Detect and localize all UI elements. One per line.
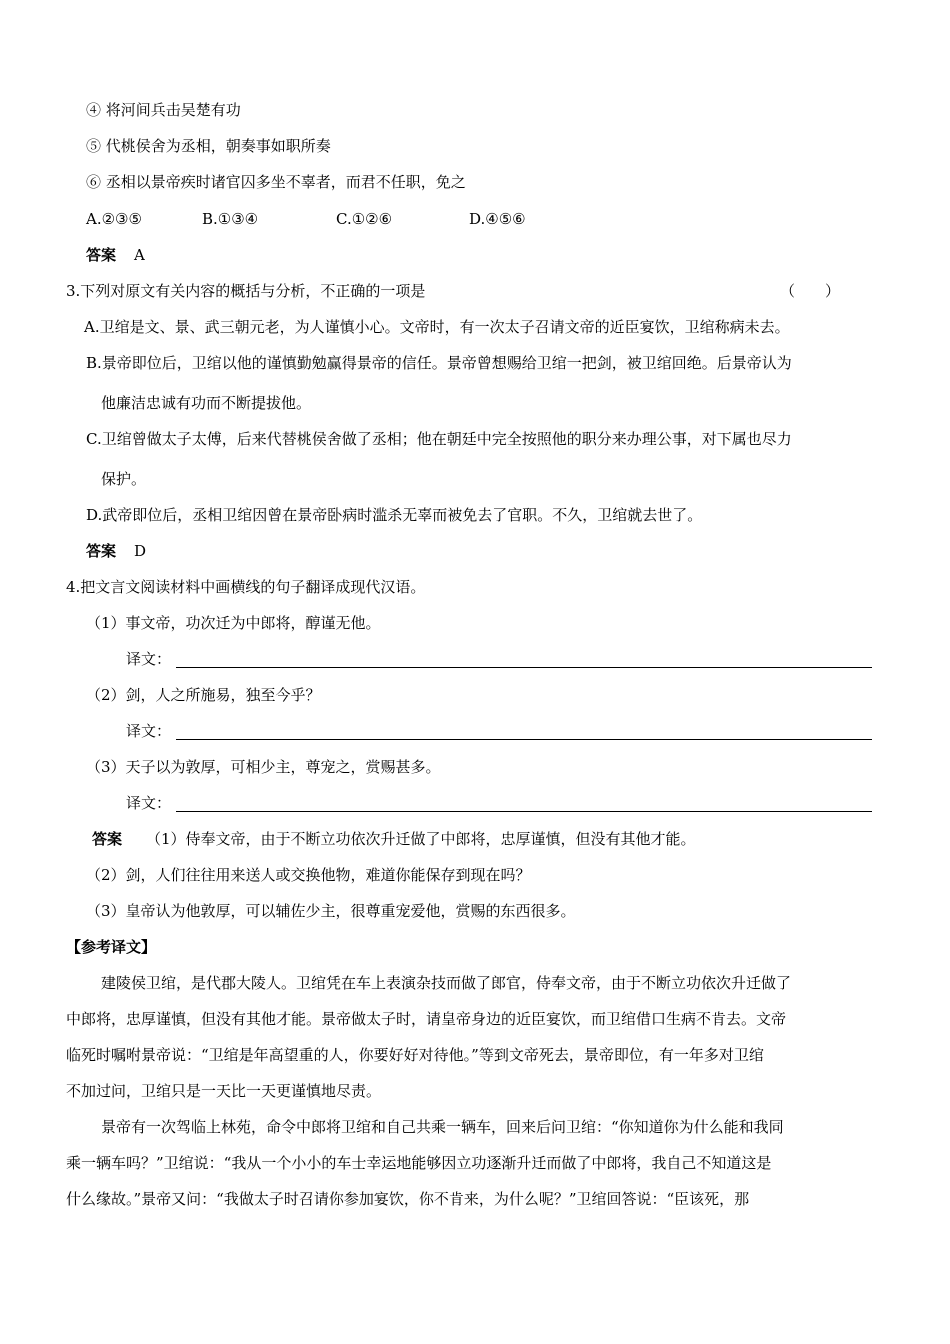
q4-sentence-3: （3）天子以为敦厚，可相少主，尊宠之，赏赐甚多。 (86, 758, 441, 776)
question-4-stem: 4.把文言文阅读材料中画横线的句子翻译成现代汉语。 (66, 578, 426, 596)
choice-d: D.④⑤⑥ (469, 210, 526, 228)
question-3-bracket: （ ） (780, 282, 841, 300)
q4-sentence-1: （1）事文帝，功次迁为中郎将，醇谨无他。 (86, 614, 381, 632)
choice-a: A.②③⑤ (86, 210, 142, 228)
q3-option-b-line1: B.景帝即位后，卫绾以他的谨慎勤勉赢得景帝的信任。景帝曾想赐给卫绾一把剑，被卫绾回绝。后景帝认为 (86, 354, 792, 372)
reference-heading: 【参考译文】 (66, 938, 157, 956)
answer-label-q4: 答案 (92, 830, 123, 848)
translation-blank-3[interactable] (176, 811, 872, 812)
answer-q4-3: （3）皇帝认为他敦厚，可以辅佐少主，很尊重宠爱他，赏赐的东西很多。 (86, 902, 576, 920)
reference-p1-line2: 中郎将，忠厚谨慎，但没有其他才能。景帝做太子时，请皇帝身边的近臣宴饮，而卫绾借口生病不肯去。文帝 (66, 1010, 787, 1028)
answer-q4-1: （1）侍奉文帝，由于不断立功依次升迁做了中郎将，忠厚谨慎，但没有其他才能。 (146, 830, 696, 848)
option-item-5: ⑤ 代桃侯舍为丞相，朝奏事如职所奏 (86, 137, 331, 155)
translation-label-3: 译文： (126, 794, 172, 812)
answer-label-q3: 答案 (86, 542, 117, 560)
translation-label-2: 译文： (126, 722, 172, 740)
reference-p1-line4: 不加过问，卫绾只是一天比一天更谨慎地尽责。 (66, 1082, 382, 1100)
translation-blank-1[interactable] (176, 667, 872, 668)
reference-p1-line3: 临死时嘱咐景帝说：“卫绾是年高望重的人，你要好好对待他。”等到文帝死去，景帝即位，有一年多对卫绾 (66, 1046, 764, 1064)
option-item-4: ④ 将河间兵击吴楚有功 (86, 101, 241, 119)
reference-p2-line3: 什么缘故。”景帝又问：“我做太子时召请你参加宴饮，你不肯来，为什么呢？”卫绾回答说：“臣该死，那 (66, 1190, 750, 1208)
q3-option-d: D.武帝即位后，丞相卫绾因曾在景帝卧病时滥杀无辜而被免去了官职。不久，卫绾就去世了。 (86, 506, 703, 524)
answer-value-q3: D (134, 542, 147, 560)
q3-option-c-line1: C.卫绾曾做太子太傅，后来代替桃侯舍做了丞相；他在朝廷中完全按照他的职分来办理公事，对下属也尽力 (86, 430, 792, 448)
q3-option-b-line2: 他廉洁忠诚有功而不断提拔他。 (101, 394, 312, 412)
translation-label-1: 译文： (126, 650, 172, 668)
answer-q4-2: （2）剑，人们往往用来送人或交换他物，难道你能保存到现在吗？ (86, 866, 531, 884)
q3-option-a: A.卫绾是文、景、武三朝元老，为人谨慎小心。文帝时，有一次太子召请文帝的近臣宴饮，卫绾称病未去。 (84, 318, 790, 336)
translation-blank-2[interactable] (176, 739, 872, 740)
reference-p2-line2: 乘一辆车吗？”卫绾说：“我从一个小小的车士幸运地能够因立功逐渐升迁而做了中郎将，我自己不知道这是 (66, 1154, 772, 1172)
q3-option-c-line2: 保护。 (101, 470, 147, 488)
reference-p2-line1: 景帝有一次驾临上林苑，命令中郎将卫绾和自己共乘一辆车，回来后问卫绾：“你知道你为什么能和我同 (101, 1118, 784, 1136)
choice-c: C.①②⑥ (336, 210, 393, 228)
option-item-6: ⑥ 丞相以景帝疾时诸官囚多坐不辜者，而君不任职，免之 (86, 173, 466, 191)
q4-sentence-2: （2）剑，人之所施易，独至今乎？ (86, 686, 321, 704)
reference-p1-line1: 建陵侯卫绾，是代郡大陵人。卫绾凭在车上表演杂技而做了郎官，侍奉文帝，由于不断立功依次升迁做了 (101, 974, 792, 992)
choice-b: B.①③④ (202, 210, 259, 228)
question-3-stem: 3.下列对原文有关内容的概括与分析，不正确的一项是 (66, 282, 426, 300)
answer-label-q2: 答案 (86, 246, 117, 264)
answer-value-q2: A (134, 246, 145, 264)
